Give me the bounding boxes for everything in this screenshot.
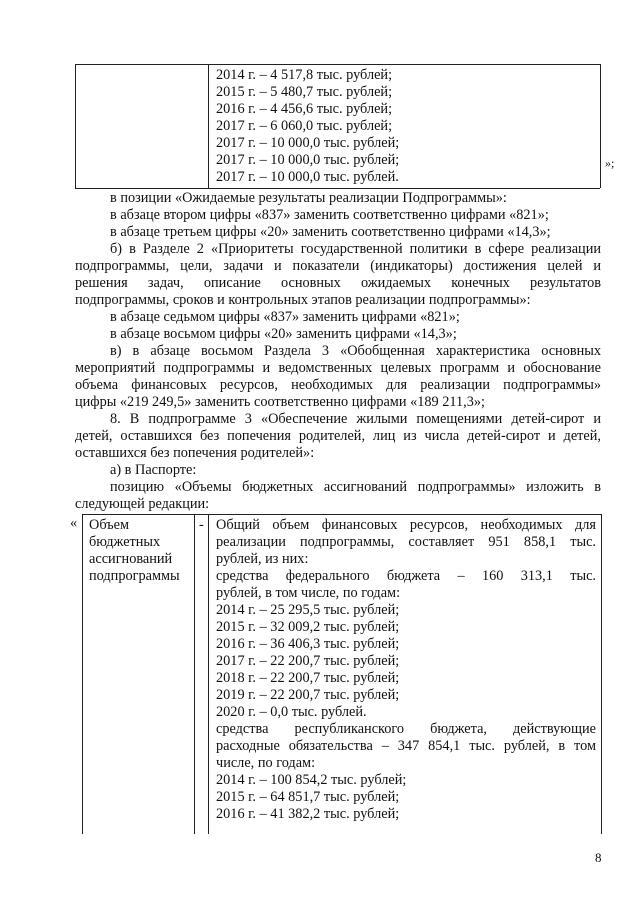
paragraph-line: позицию «Объемы бюджетных ассигнований подпрограммы» изложить в — [110, 479, 601, 495]
top-table-border-bottom — [75, 188, 600, 189]
paragraph-line: в абзаце втором цифры «837» заменить соответственно цифрами «821»; — [110, 207, 549, 223]
budget-content-line: Общий объем финансовых ресурсов, необходимых для — [216, 517, 596, 533]
budget-content-line: 2019 г. – 22 200,7 тыс. рублей; — [216, 687, 400, 703]
paragraph-line: в абзаце седьмом цифры «837» заменить цифрами «821»; — [110, 309, 460, 325]
budget-content-line: рублей, из них: — [216, 551, 309, 567]
budget-content-line: 2014 г. – 25 295,5 тыс. рублей; — [216, 602, 400, 618]
closing-quote: »; — [605, 156, 615, 170]
paragraph-line: объема финансовых ресурсов, необходимых для реализации подпрограммы» — [75, 377, 601, 393]
bottom-table-border-right — [601, 514, 602, 834]
paragraph-line: в абзаце восьмом цифры «20» заменить цифрами «14,3»; — [110, 326, 457, 342]
paragraph-line: подпрограммы, сроков и контрольных этапов реализации подпрограммы»: — [75, 292, 531, 308]
budget-label-line: подпрограммы — [89, 568, 180, 584]
paragraph-line: 8. В подпрограмме 3 «Обеспечение жилыми помещениями детей-сирот и — [110, 411, 601, 427]
budget-content-line: 2016 г. – 36 406,3 тыс. рублей; — [216, 636, 400, 652]
budget-content-line: числе, по годам: — [216, 755, 316, 771]
bottom-table-border-left — [82, 514, 83, 834]
budget-label-line: бюджетных — [89, 534, 161, 550]
budget-content-line: 2016 г. – 41 382,2 тыс. рублей; — [216, 806, 400, 822]
top-table-row: 2017 г. – 10 000,0 тыс. рублей; — [216, 152, 400, 168]
top-table-row: 2015 г. – 5 480,7 тыс. рублей; — [216, 84, 393, 100]
top-table-border-top — [75, 64, 600, 65]
opening-quote: « — [70, 515, 78, 531]
paragraph-line: оставшихся без попечения родителей»: — [75, 445, 315, 461]
budget-content-line: расходные обязательства – 347 854,1 тыс. рублей, в том — [216, 738, 596, 754]
top-table-row: 2017 г. – 10 000,0 тыс. рублей; — [216, 135, 400, 151]
paragraph-line: а) в Паспорте: — [110, 462, 197, 478]
paragraph-line: в) в абзаце восьмом Раздела 3 «Обобщенная характеристика основных — [110, 343, 601, 359]
paragraph-line: подпрограммы, цели, задачи и показатели (индикаторы) достижения целей и — [75, 258, 601, 274]
top-table-row: 2016 г. – 4 456,6 тыс. рублей; — [216, 101, 393, 117]
paragraph-line: решения задач, описание основных ожидаемых конечных результатов — [75, 275, 601, 291]
budget-content-line: реализации подпрограммы, составляет 951 858,1 тыс. — [216, 534, 596, 550]
paragraph-line: следующей редакции: — [75, 496, 210, 512]
top-table-border-left — [75, 64, 76, 188]
bottom-table-border-top — [82, 514, 601, 515]
top-table-divider — [208, 64, 209, 188]
budget-content-line: 2020 г. – 0,0 тыс. рублей. — [216, 704, 367, 720]
paragraph-line: мероприятий подпрограммы и ведомственных целевых программ и обоснование — [75, 360, 601, 376]
paragraph-line: в абзаце третьем цифры «20» заменить соответственно цифрами «14,3»; — [110, 224, 551, 240]
paragraph-line: б) в Разделе 2 «Приоритеты государственной политики в сфере реализации — [110, 241, 601, 257]
budget-content-line: 2018 г. – 22 200,7 тыс. рублей; — [216, 670, 400, 686]
paragraph-line: в позиции «Ожидаемые результаты реализации Подпрограммы»: — [110, 190, 507, 206]
budget-content-line: рублей, в том числе, по годам: — [216, 585, 401, 601]
top-table-row: 2014 г. – 4 517,8 тыс. рублей; — [216, 67, 393, 83]
paragraph-line: детей, оставшихся без попечения родителей, лиц из числа детей-сирот и детей, — [75, 428, 601, 444]
top-table-border-right — [600, 64, 601, 188]
budget-label-line: ассигнований — [89, 551, 173, 567]
budget-content-line: 2015 г. – 32 009,2 тыс. рублей; — [216, 619, 400, 635]
budget-content-line: средства республиканского бюджета, действующие — [216, 721, 596, 737]
top-table-row: 2017 г. – 10 000,0 тыс. рублей. — [216, 169, 399, 185]
page-number: 8 — [595, 850, 602, 865]
budget-content-line: 2015 г. – 64 851,7 тыс. рублей; — [216, 789, 400, 805]
top-table-row: 2017 г. – 6 060,0 тыс. рублей; — [216, 118, 393, 134]
bottom-table-divider-1 — [194, 514, 195, 834]
budget-content-line: 2014 г. – 100 854,2 тыс. рублей; — [216, 772, 407, 788]
dash-cell: - — [199, 517, 204, 533]
bottom-table-divider-2 — [208, 514, 209, 834]
budget-content-line: средства федерального бюджета – 160 313,1 тыс. — [216, 568, 596, 584]
paragraph-line: цифры «219 249,5» заменить соответственно цифрами «189 211,3»; — [75, 394, 486, 410]
budget-label-line: Объем — [89, 517, 130, 533]
budget-content-line: 2017 г. – 22 200,7 тыс. рублей; — [216, 653, 400, 669]
